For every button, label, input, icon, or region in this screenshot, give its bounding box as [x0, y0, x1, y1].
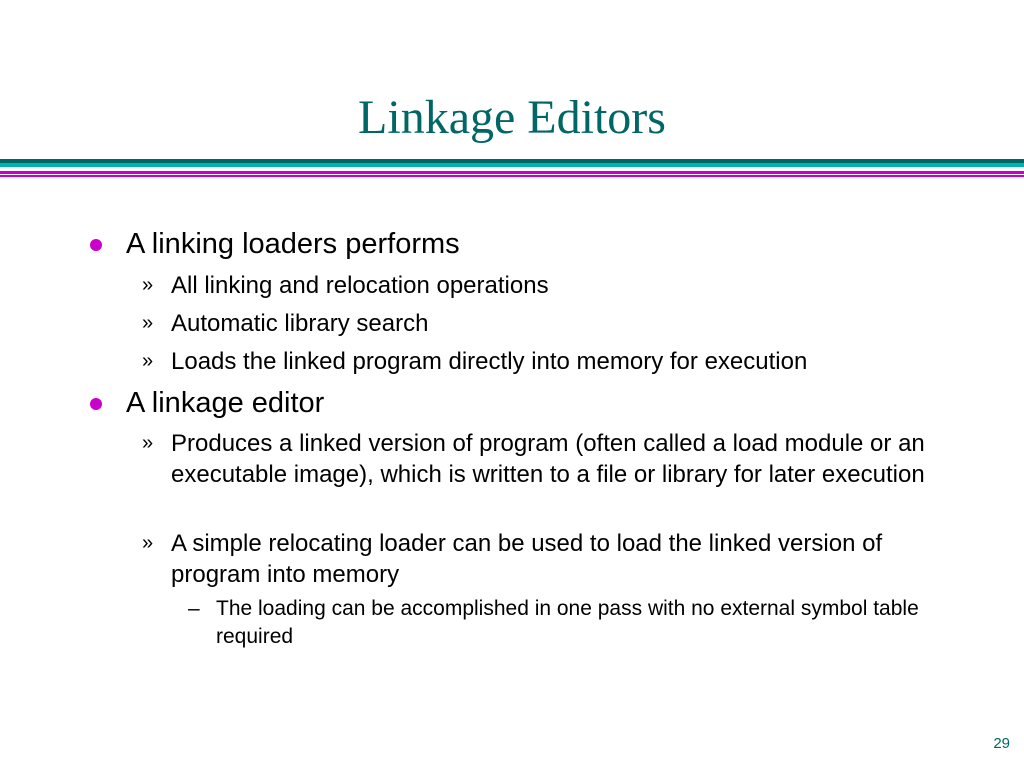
- sub-bullet-marker: »: [142, 312, 154, 334]
- sub-bullet-1-1: All linking and relocation operations: [171, 272, 549, 299]
- title-rule-magenta-thin: [0, 175, 1024, 177]
- bullet-dot-icon: [90, 239, 102, 251]
- sub-bullet-marker: »: [142, 350, 154, 372]
- sub-sub-bullet-marker: –: [188, 597, 200, 620]
- sub-bullet-2-2: A simple relocating loader can be used to load the linked version of program into memory: [171, 530, 883, 588]
- slide-title: Linkage Editors: [358, 91, 666, 144]
- bullet-2: A linkage editor: [126, 387, 325, 419]
- sub-bullet-1-2: Automatic library search: [171, 310, 429, 337]
- sub-sub-bullet-2-2-1: The loading can be accomplished in one pass with no external symbol table required: [216, 597, 919, 648]
- sub-bullet-marker: »: [142, 532, 154, 554]
- sub-bullet-2-1: Produces a linked version of program (often called a load module or an executable image), which is written to a file or library for later execution: [171, 430, 925, 488]
- sub-bullet-marker: »: [142, 432, 154, 454]
- bullet-dot-icon: [90, 398, 102, 410]
- bullet-1: A linking loaders performs: [126, 228, 460, 260]
- title-rule-teal-light: [0, 163, 1024, 167]
- sub-bullet-1-3: Loads the linked program directly into memory for execution: [171, 348, 808, 375]
- page-number: 29: [993, 735, 1010, 752]
- sub-bullet-marker: »: [142, 274, 154, 296]
- title-rule-magenta: [0, 171, 1024, 174]
